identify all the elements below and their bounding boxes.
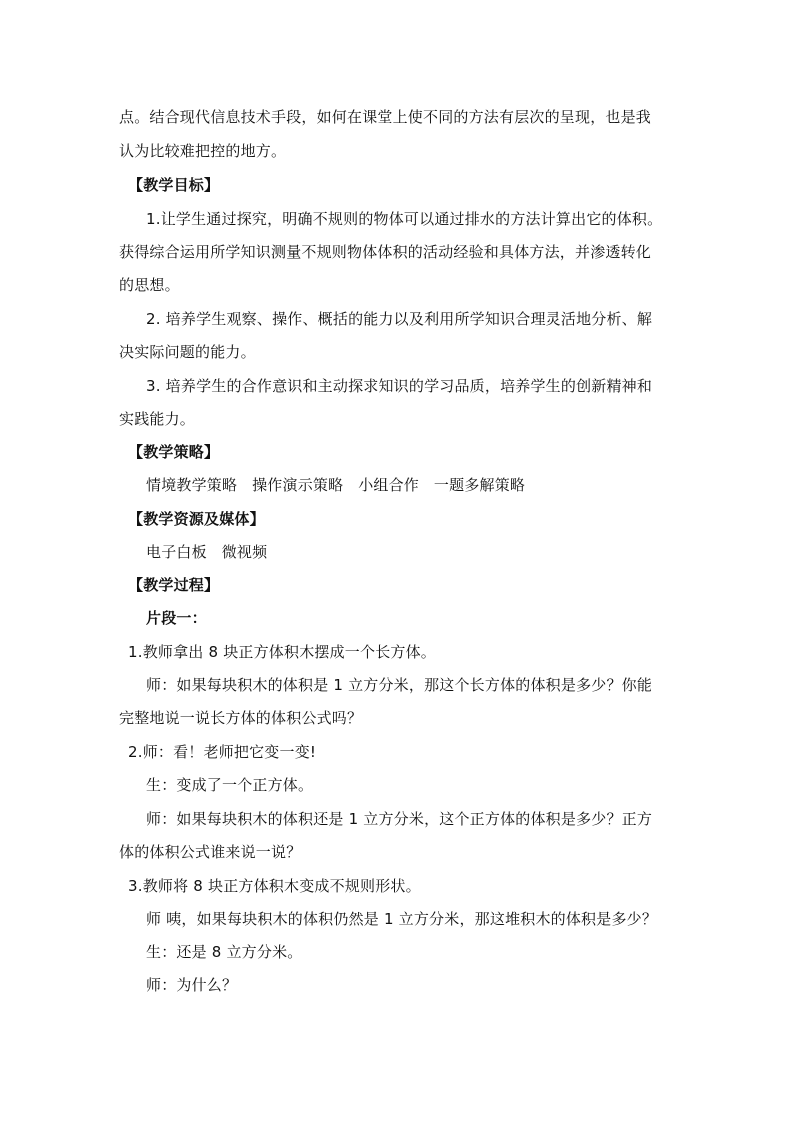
- goal-2-line-1: 2. 培养学生观察、操作、概括的能力以及利用所学知识合理灵活地分析、解: [146, 310, 653, 328]
- step-2-teacher-line-1: 师：如果每块积木的体积还是 1 立方分米，这个正方体的体积是多少？正方: [146, 810, 653, 828]
- strategy-content: 情境教学策略 操作演示策略 小组合作 一题多解策略: [146, 476, 526, 494]
- intro-line-1: 点。结合现代信息技术手段，如何在课堂上使不同的方法有层次的呈现，也是我: [119, 108, 652, 126]
- goal-1-line-2: 获得综合运用所学知识测量不规则物体体积的活动经验和具体方法，并渗透转化: [119, 243, 652, 261]
- goal-3-line-2: 实践能力。: [119, 410, 196, 428]
- step-3-teacher: 师 咦，如果每块积木的体积仍然是 1 立方分米，那这堆积木的体积是多少？: [146, 910, 658, 928]
- intro-line-2: 认为比较难把控的地方。: [119, 142, 287, 160]
- goals-heading: 【教学目标】: [128, 176, 220, 194]
- step-2-teacher-line-2: 体的体积公式谁来说一说？: [119, 843, 302, 861]
- step-2-student: 生：变成了一个正方体。: [146, 776, 314, 794]
- goal-2-line-2: 决实际问题的能力。: [119, 343, 256, 361]
- resources-heading: 【教学资源及媒体】: [128, 510, 265, 528]
- step-3-teacher-2: 师：为什么？: [146, 976, 238, 994]
- step-3-student: 生：还是 8 立方分米。: [146, 943, 303, 961]
- step-3: 3.教师将 8 块正方体积木变成不规则形状。: [128, 877, 421, 895]
- step-1: 1.教师拿出 8 块正方体积木摆成一个长方体。: [128, 643, 436, 661]
- process-heading: 【教学过程】: [128, 576, 220, 594]
- strategy-heading: 【教学策略】: [128, 443, 220, 461]
- step-1-teacher-line-1: 师：如果每块积木的体积是 1 立方分米，那这个长方体的体积是多少？你能: [146, 676, 653, 694]
- fragment-title: 片段一：: [146, 609, 207, 627]
- step-2: 2.师：看！老师把它变一变!: [128, 743, 317, 761]
- goal-1-line-1: 1.让学生通过探究，明确不规则的物体可以通过排水的方法计算出它的体积。: [146, 210, 663, 228]
- goal-3-line-1: 3. 培养学生的合作意识和主动探求知识的学习品质，培养学生的创新精神和: [146, 377, 653, 395]
- step-1-teacher-line-2: 完整地说一说长方体的体积公式吗？: [119, 709, 363, 727]
- resources-content: 电子白板 微视频: [146, 543, 268, 561]
- goal-1-line-3: 的思想。: [119, 276, 180, 294]
